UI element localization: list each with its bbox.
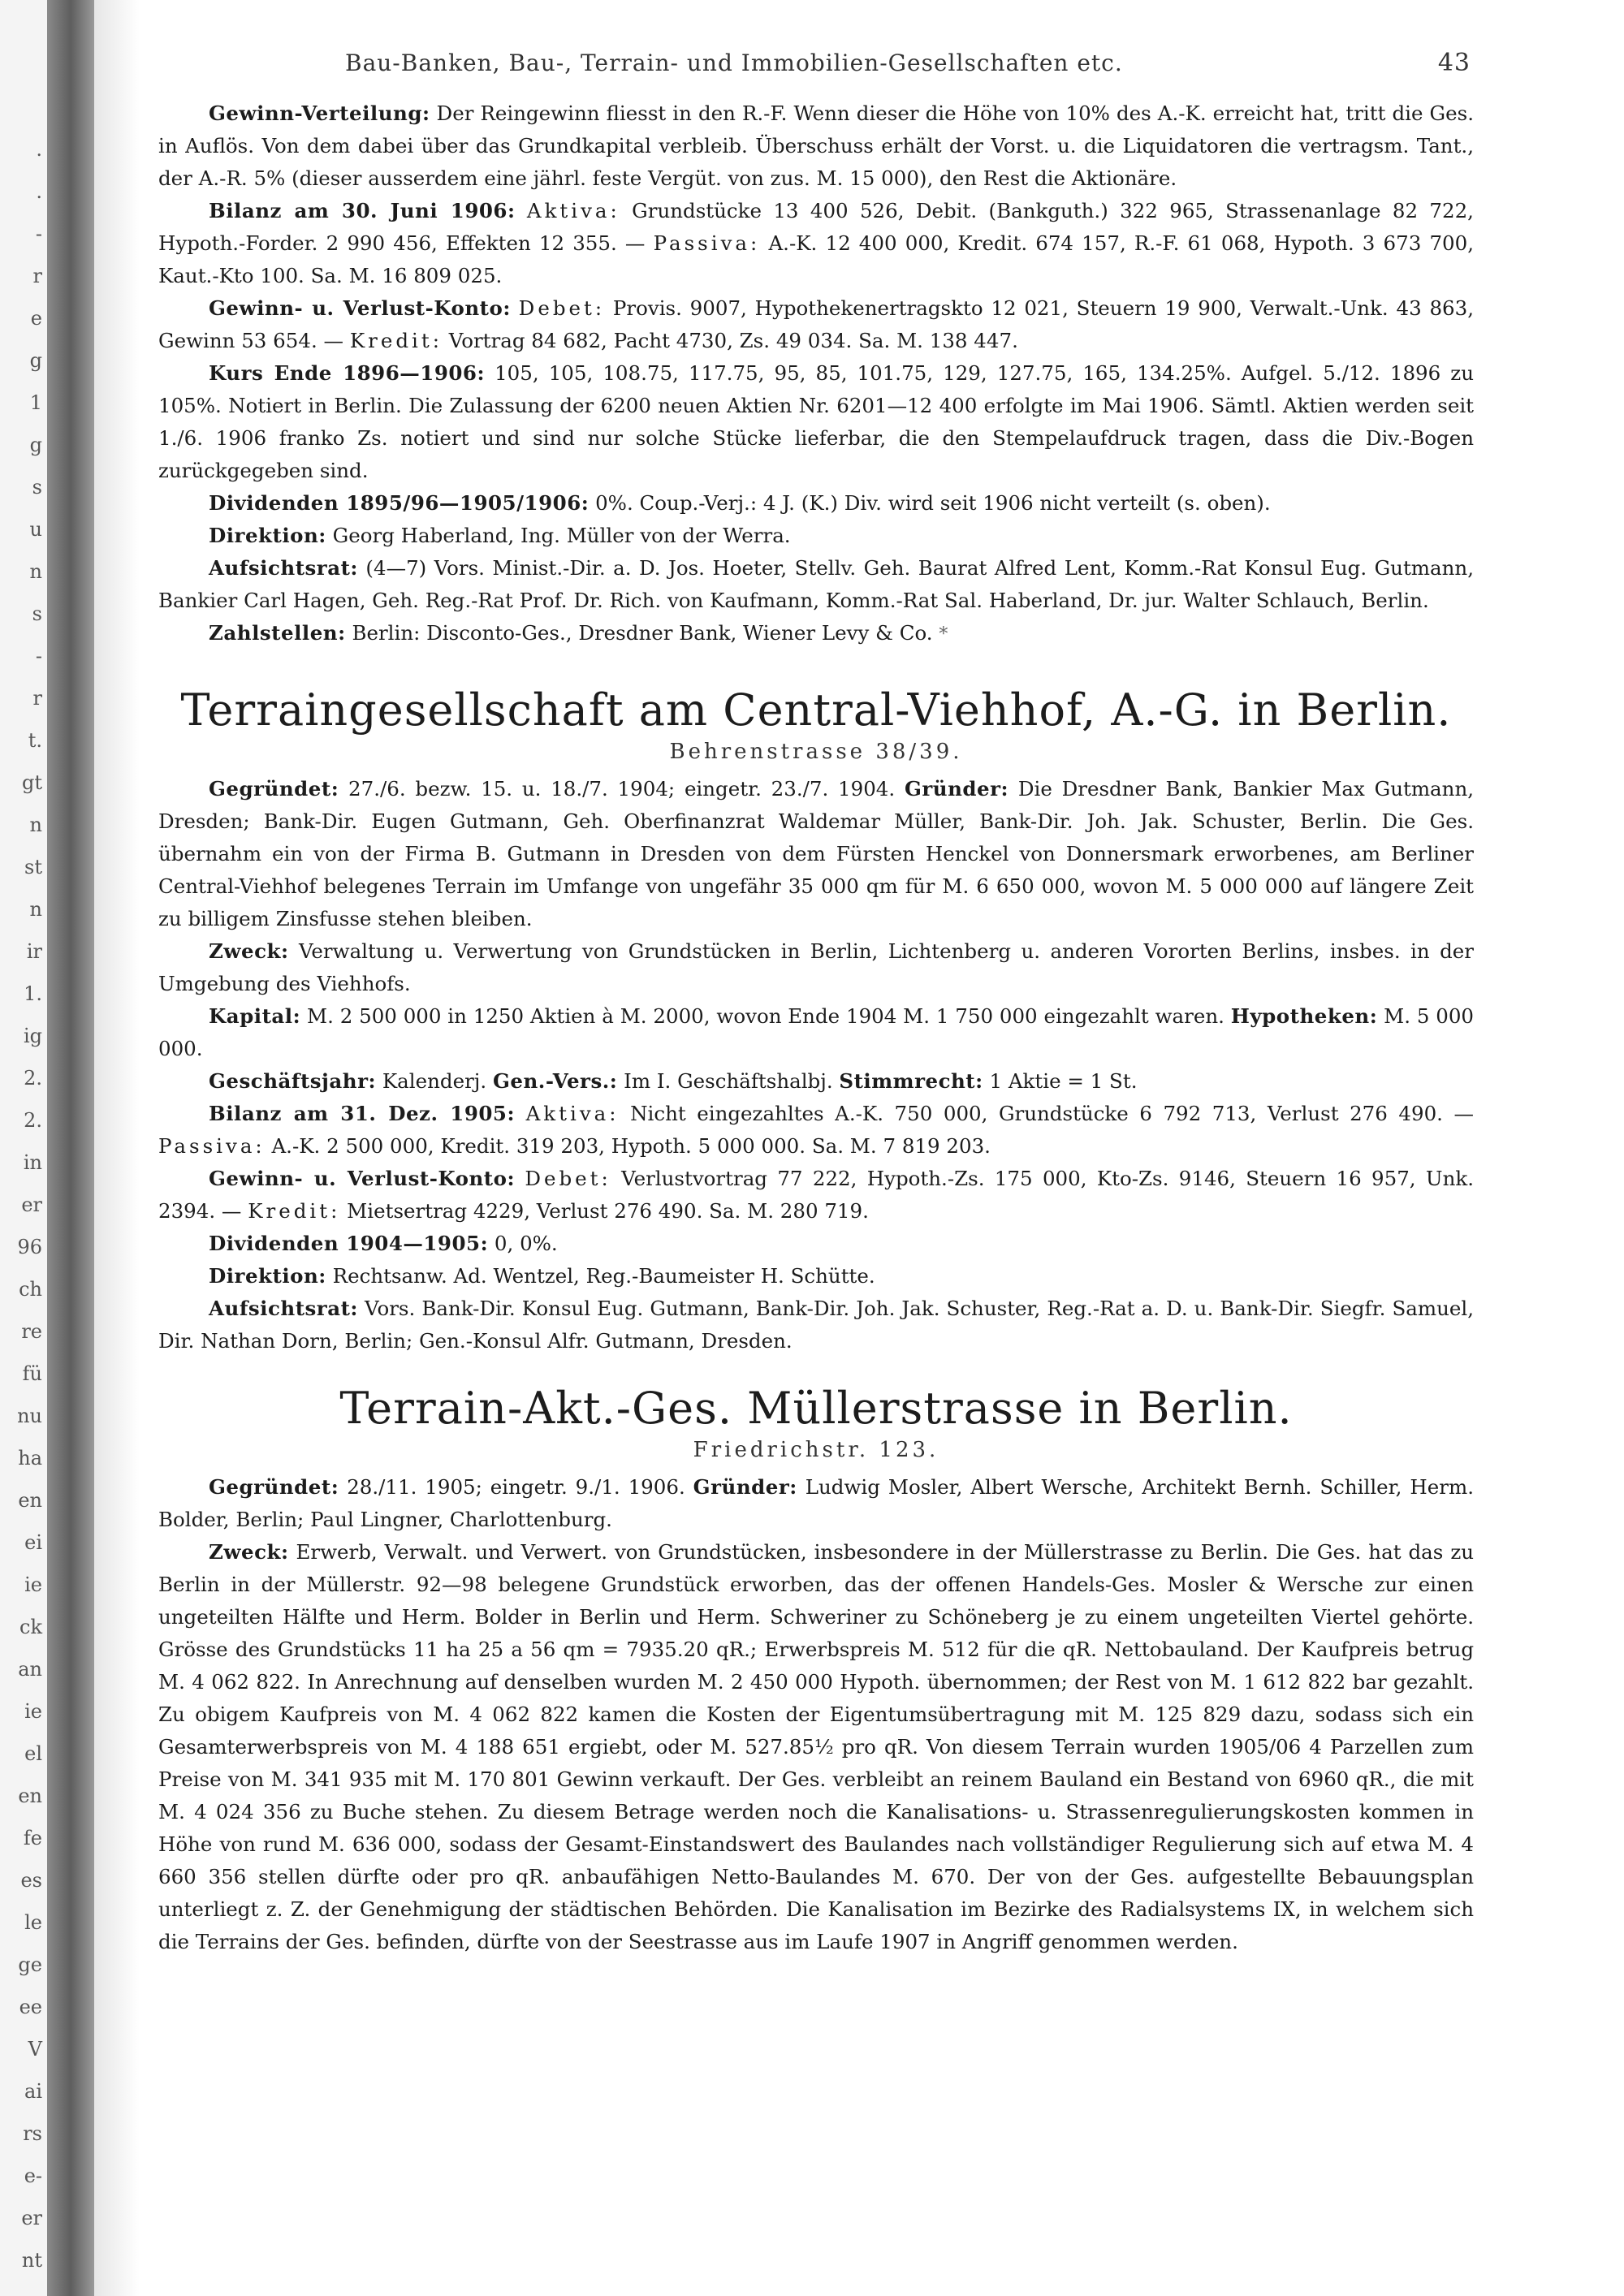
label-direktion: Direktion: [209, 1264, 326, 1288]
label-zweck: Zweck: [209, 1540, 289, 1564]
edge-fragment: s [32, 602, 42, 625]
company-address: Behrenstrasse 38/39. [669, 740, 963, 764]
company-address: Friedrichstr. 123. [693, 1438, 939, 1462]
edge-fragment: 2. [24, 1067, 42, 1090]
paragraph-gegruendet: Gegründet: 28./11. 1905; eingetr. 9./1. 1906. Gründer: Ludwig Mosler, Albert Wersche, Architekt Bernh. Schiller, Herm. Bolder, Berlin; Paul Lingner, Charlottenburg. [158, 1475, 1474, 1531]
edge-fragment: ie [24, 1573, 42, 1596]
label-geschaeftsjahr: Geschäftsjahr: [209, 1069, 377, 1093]
label-gewinn-verlust: Gewinn- u. Verlust-Konto: [209, 296, 511, 320]
edge-fragment: . [36, 180, 42, 203]
label-gewinn-verlust: Gewinn- u. Verlust-Konto: [209, 1167, 515, 1190]
edge-fragment: 1. [24, 982, 42, 1005]
edge-fragment: e- [24, 2164, 42, 2187]
page-gutter [94, 0, 140, 2296]
label-stimmrecht: Stimmrecht: [839, 1069, 983, 1093]
edge-fragment: en [18, 1785, 42, 1807]
edge-fragment: st [24, 856, 42, 878]
edge-fragment: t. [28, 729, 42, 752]
paragraph-direktion: Direktion: Rechtsanw. Ad. Wentzel, Reg.-Baumeister H. Schütte. [209, 1264, 875, 1288]
entry-continued [158, 97, 1474, 651]
paragraph-direktion: Direktion: Georg Haberland, Ing. Müller von der Werra. [209, 524, 791, 547]
edge-fragment: ge [18, 1953, 42, 1976]
edge-fragment: el [24, 1742, 42, 1765]
edge-fragment: g [29, 434, 42, 456]
edge-fragment: - [35, 645, 42, 667]
label-bilanz: Bilanz am 31. Dez. 1905: [209, 1102, 516, 1125]
paragraph-aufsichtsrat: Aufsichtsrat: Vors. Bank-Dir. Konsul Eug. Gutmann, Bank-Dir. Joh. Jak. Schuster, Reg.-Rat a. D. u. Bank-Dir. Siegfr. Samuel, Dir. Nathan Dorn, Berlin; Gen.-Konsul Alfr. Gutmann, Dresden. [158, 1297, 1474, 1353]
paragraph-zweck: Zweck: Verwaltung u. Verwertung von Grundstücken in Berlin, Lichtenberg u. anderen Vororten Berlins, insbes. in der Umgebung des Viehhofs. [158, 939, 1474, 995]
edge-fragment: fe [23, 1827, 42, 1849]
label-gegruendet: Gegründet: [209, 1475, 339, 1499]
edge-fragment: ee [19, 1996, 42, 2018]
edge-fragment: s [32, 476, 42, 498]
paragraph-bilanz: Bilanz am 31. Dez. 1905: Aktiva: Nicht eingezahltes A.-K. 750 000, Grundstücke 6 792 713, Verlust 276 490. — Passiva: A.-K. 2 500 000, Kredit. 319 203, Hypoth. 5 000 000. Sa. M. 7 819 203. [158, 1102, 1474, 1158]
edge-fragment: ir [26, 940, 42, 963]
paragraph-dividenden: Dividenden 1904—1905: 0, 0%. [209, 1232, 558, 1255]
label-kurs: Kurs Ende 1896—1906: [209, 361, 486, 385]
paragraph-kurs: Kurs Ende 1896—1906: 105, 105, 108.75, 117.75, 95, 85, 101.75, 129, 127.75, 165, 134.25%. Aufgel. 5./12. 1896 zu 105%. Notiert in Berlin. Die Zulassung der 6200 neuen Aktien Nr. 6201—12 400 erfolgte im Mai 1906. Sämtl. Aktien werden seit 1./6. 1906 franko Zs. notiert und sind nur solche Stücke lieferbar, die den Stempelaufdruck tragen, dass die Div.-Bogen zurückgegeben sind. [158, 361, 1474, 482]
edge-fragment: nt [21, 2249, 42, 2272]
paragraph-gewinn-verteilung: Gewinn-Verteilung: Der Reingewinn fliesst in den R.-F. Wenn dieser die Höhe von 10% des A.-K. erreicht hat, tritt die Ges. in Auflös. Von dem dabei über das Grundkapital verbleib. Überschuss erhält der Vorst. u. die Liquidatoren die vertragsm. Tant., der A.-R. 5% (dieser ausserdem eine jährl. feste Vergüt. von zus. M. 15 000), den Rest die Aktionäre. [158, 101, 1474, 190]
paragraph-geschaeftsjahr: Geschäftsjahr: Kalenderj. Gen.-Vers.: Im I. Geschäftshalbj. Stimmrecht: 1 Aktie = 1 St. [209, 1069, 1138, 1093]
label-gen-vers: Gen.-Vers.: [492, 1069, 618, 1093]
edge-fragment: g [29, 349, 42, 372]
document-page [158, 49, 1474, 2273]
edge-fragment: nu [17, 1405, 42, 1427]
label-gewinn-verteilung: Gewinn-Verteilung: [209, 101, 430, 125]
page-number: 43 [1437, 49, 1471, 77]
edge-fragment: r [32, 687, 42, 710]
adjacent-page-edge [0, 0, 47, 2296]
edge-fragment: fü [22, 1362, 42, 1385]
edge-fragment: n [29, 560, 42, 583]
edge-fragment: le [24, 1911, 42, 1934]
paragraph-dividenden: Dividenden 1895/96—1905/1906: 0%. Coup.-Verj.: 4 J. (K.) Div. wird seit 1906 nicht verteilt (s. oben). [209, 491, 1271, 515]
edge-fragment: ai [24, 2080, 42, 2103]
paragraph-zahlstellen: Zahlstellen: Berlin: Disconto-Ges., Dresdner Bank, Wiener Levy & Co. * [209, 621, 948, 645]
label-hypotheken: Hypotheken: [1230, 1004, 1378, 1028]
label-zahlstellen: Zahlstellen: [209, 621, 346, 645]
label-bilanz: Bilanz am 30. Juni 1906: [209, 199, 516, 222]
edge-fragment: ie [24, 1700, 42, 1723]
paragraph-kapital: Kapital: M. 2 500 000 in 1250 Aktien à M. 2000, wovon Ende 1904 M. 1 750 000 eingezahlt waren. Hypotheken: M. 5 000 000. [158, 1004, 1474, 1060]
label-dividenden: Dividenden 1895/96—1905/1906: [209, 491, 590, 515]
edge-fragment: ig [23, 1025, 42, 1047]
entry-central-viehhof [158, 685, 1474, 1357]
edge-fragment: 96 [17, 1236, 42, 1258]
edge-fragment: n [29, 814, 42, 836]
edge-fragment: ch [19, 1278, 42, 1301]
paragraph-bilanz: Bilanz am 30. Juni 1906: Aktiva: Grundstücke 13 400 526, Debit. (Bankguth.) 322 965, Strassenanlage 82 722, Hypoth.-Forder. 2 990 456, Effekten 12 355. — Passiva: A.-K. 12 400 000, Kredit. 674 157, R.-F. 61 068, Hypoth. 3 673 700, Kaut.-Kto 100. Sa. M. 16 809 025. [158, 199, 1474, 287]
edge-fragment: e [30, 307, 42, 330]
edge-fragment: V [28, 2038, 42, 2061]
company-title: Terraingesellschaft am Central-Viehhof, A.-G. in Berlin. [180, 684, 1452, 736]
edge-fragment: in [23, 1151, 42, 1174]
label-aufsichtsrat: Aufsichtsrat: [209, 556, 358, 580]
label-dividenden: Dividenden 1904—1905: [209, 1232, 489, 1255]
paragraph-gegruendet: Gegründet: 27./6. bezw. 15. u. 18./7. 1904; eingetr. 23./7. 1904. Gründer: Die Dresdner Bank, Bankier Max Gutmann, Dresden; Bank-Dir. Eugen Gutmann, Geh. Oberfinanzrat Waldemar Müller, Bank-Dir. Joh. Jak. Schuster, Berlin. Die Ges. übernahm ein von der Firma B. Gutmann in Dresden von dem Fürsten Henckel von Donnersmark erworbenes, am Berliner Central-Viehhof belegenes Terrain im Umfange von ungefähr 35 000 qm für M. 6 650 000, wovon M. 5 000 000 auf längere Zeit zu billigem Zinsfusse stehen bleiben. [158, 777, 1474, 930]
edge-fragment: ei [24, 1531, 42, 1554]
running-header [158, 49, 1474, 97]
running-title: Bau-Banken, Bau-, Terrain- und Immobilien-Gesellschaften etc. [345, 50, 1123, 76]
edge-fragment: er [21, 1193, 42, 1216]
paragraph-aufsichtsrat: Aufsichtsrat: (4—7) Vors. Minist.-Dir. a. D. Jos. Hoeter, Stellv. Geh. Baurat Alfred Lent, Komm.-Rat Konsul Eug. Gutmann, Bankier Carl Hagen, Geh. Reg.-Rat Prof. Dr. Rich. von Kaufmann, Komm.-Rat Sal. Haberland, Dr. jur. Walter Schlauch, Berlin. [158, 556, 1474, 612]
edge-fragment: es [20, 1869, 42, 1892]
label-direktion: Direktion: [209, 524, 326, 547]
label-aufsichtsrat: Aufsichtsrat: [209, 1297, 358, 1320]
paragraph-gewinn-verlust: Gewinn- u. Verlust-Konto: Debet: Provis. 9007, Hypothekenertragskto 12 021, Steuern 19 900, Verwalt.-Unk. 43 863, Gewinn 53 654. — Kredit: Vortrag 84 682, Pacht 4730, Zs. 49 034. Sa. M. 138 447. [158, 296, 1474, 352]
label-gruender: Gründer: [904, 777, 1009, 801]
edge-fragment: r [32, 265, 42, 287]
edge-fragment: an [18, 1658, 42, 1681]
edge-fragment: gt [21, 771, 42, 794]
edge-fragment: ha [18, 1447, 42, 1470]
label-gruender: Gründer: [693, 1475, 797, 1499]
paragraph-zweck: Zweck: Erwerb, Verwalt. und Verwert. von Grundstücken, insbesondere in der Müllerstrasse zu Berlin. Die Ges. hat das zu Berlin in der Müllerstr. 92—98 belegene Grundstück erworben, das der offenen Handels-Ges. Mosler & Wersche zur einen ungeteilten Hälfte und Herm. Bolder in Berlin und Herm. Schweriner zu Schöneberg je zu einem ungeteilten Viertel gehörte. Grösse des Grundstücks 11 ha 25 a 56 qm = 7935.20 qR.; Erwerbspreis M. 512 für die qR. Nettobauland. Der Kaufpreis betrug M. 4 062 822. In Anrechnung auf denselben wurden M. 2 450 000 Hypoth. übernommen; der Rest von M. 1 612 822 bar gezahlt. Zu obigem Kaufpreis von M. 4 062 822 kamen die Kosten der Eigentumsübertragung mit M. 125 829 dazu, sodass sich ein Gesamterwerbspreis von M. 4 188 651 ergiebt, oder M. 527.85½ pro qR. Von diesem Terrain wurden 1905/06 4 Parzellen zum Preise von M. 341 935 mit M. 170 801 Gewinn verkauft. Der Ges. verbleibt an reinem Bauland ein Bestand von 6960 qR., die mit M. 4 024 356 zu Buche stehen. Zu diesem Betrage werden noch die Kanalisations- u. Strassenregulierungskosten kommen in Höhe von rund M. 636 000, sodass der Gesamt-Einstandswert des Baulandes nach vollständiger Regulierung sich auf etwa M. 4 660 356 stellen dürfte oder pro qR. anbaufähigen Netto-Baulandes M. 670. Der von der Ges. aufgestellte Bebauungsplan unterliegt z. Z. der Genehmigung der städtischen Behörden. Die Kanalisation im Bezirke des Radialsystems IX, in welchem sich die Terrains der Ges. befinden, dürfte von der Seestrasse aus im Laufe 1907 in Angriff genommen werden. [158, 1540, 1474, 1953]
edge-fragment: n [29, 898, 42, 921]
label-zweck: Zweck: [209, 939, 289, 963]
edge-fragment: u [29, 518, 42, 541]
edge-fragment: 2. [24, 1109, 42, 1132]
entry-muellerstrasse [158, 1383, 1474, 1958]
label-gegruendet: Gegründet: [209, 777, 339, 801]
footnote-asterisk: * [939, 624, 948, 645]
edge-fragment: rs [23, 2122, 42, 2145]
edge-fragment: er [21, 2207, 42, 2229]
edge-fragment: re [21, 1320, 42, 1343]
edge-fragment: 1 [29, 391, 42, 414]
book-spine [47, 0, 94, 2296]
edge-fragment: en [18, 1489, 42, 1512]
company-title: Terrain-Akt.-Ges. Müllerstrasse in Berlin. [339, 1383, 1293, 1434]
label-kapital: Kapital: [209, 1004, 301, 1028]
edge-fragment: - [35, 222, 42, 245]
edge-fragment: ck [19, 1616, 42, 1638]
edge-fragment: . [36, 138, 42, 161]
paragraph-gewinn-verlust: Gewinn- u. Verlust-Konto: Debet: Verlustvortrag 77 222, Hypoth.-Zs. 175 000, Kto-Zs. 9146, Steuern 16 957, Unk. 2394. — Kredit: Mietsertrag 4229, Verlust 276 490. Sa. M. 280 719. [158, 1167, 1474, 1223]
